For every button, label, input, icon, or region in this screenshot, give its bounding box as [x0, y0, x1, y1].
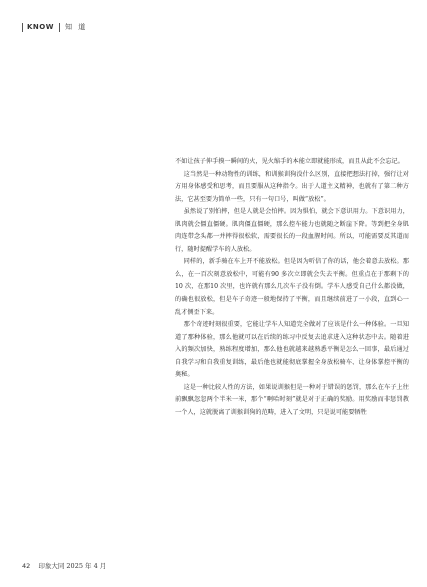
page-number: 42 [22, 562, 31, 570]
paragraph: 同样的，新手骑在车上开不能放松。但是因为听信了你的话，他会着意去放松。那么，在一百次刻意放松中，可能有90 多次立即就会失去平衡。但重点在于那剩下的 10 次，在那10 次里，也许就有那么几次车子没有倒。学车人感受自己什么都没做，的确也很放松，但是车子奇迹一般地保持了平衡，而且继续前进了一小段，直到心一乱才侧歪下来。 [175, 258, 409, 316]
paragraph: 虽然说了别怕摔，但是人就是会怕摔。因为惧怕，就会下意识用力。下意识用力，肌肉就会僵直僵硬。肌肉僵直僵硬，那么控车能力也就随之断崖下降。等到把全身肌肉连带念头都一并摔得很松软，需要很长的一段血腥时间。所以，可能需要反其道而行，随时提醒学车的人放松。 [175, 208, 409, 253]
paragraph: 那个奇迹时刻很重要，它能让学车人知道完全做对了应该是什么一种体验。一旦知道了那种体验，那么他就可以在后续的练习中反复去追求进入这种状态中去。随着进入的频次加快，熟练程度增加，那么他也就越来越熟悉平衡是怎么一回事，最后通过自我学习和自我重复训练，最后他也就能彻底掌握全身放松骑车、让身体掌控平衡的奥秘。 [175, 321, 409, 379]
page-footer [22, 561, 106, 570]
section-title: 知 道 [64, 23, 88, 31]
paragraph-continued: 不如让孩子伸手摸一瞬间的火，见火缩手的本能立即就能形成，而且从此不会忘记。 [175, 158, 404, 165]
running-header [22, 21, 87, 33]
magazine-issue: 印象大同 2025 年 4 月 [38, 562, 107, 570]
article-body [175, 156, 409, 419]
paragraph: 这是一种比较人性的方法，如果说训猴但是一种对于错误的惩罚，那么在车子上往前飘飘忽忽两个半米一米，那个“啊哈时刻”就是对于正确的奖励。用奖励而非惩罚教一个人，这就脱离了训猴训狗的范畴，进入了文明，只是说可能要牺牲 [175, 383, 409, 416]
header-divider [22, 23, 23, 32]
header-divider [59, 23, 60, 32]
section-label: KNOW [27, 23, 54, 31]
paragraph: 这当然是一种动物性的训练，和训猴训狗没什么区别，直接把想法打掉，强行让对方用身体感受和思考，而且要服从这种指令。出于人道主义精神，也就有了第二种方法，它甚至要为简单一些，只有一句口号，叫做“放松”。 [175, 170, 409, 203]
